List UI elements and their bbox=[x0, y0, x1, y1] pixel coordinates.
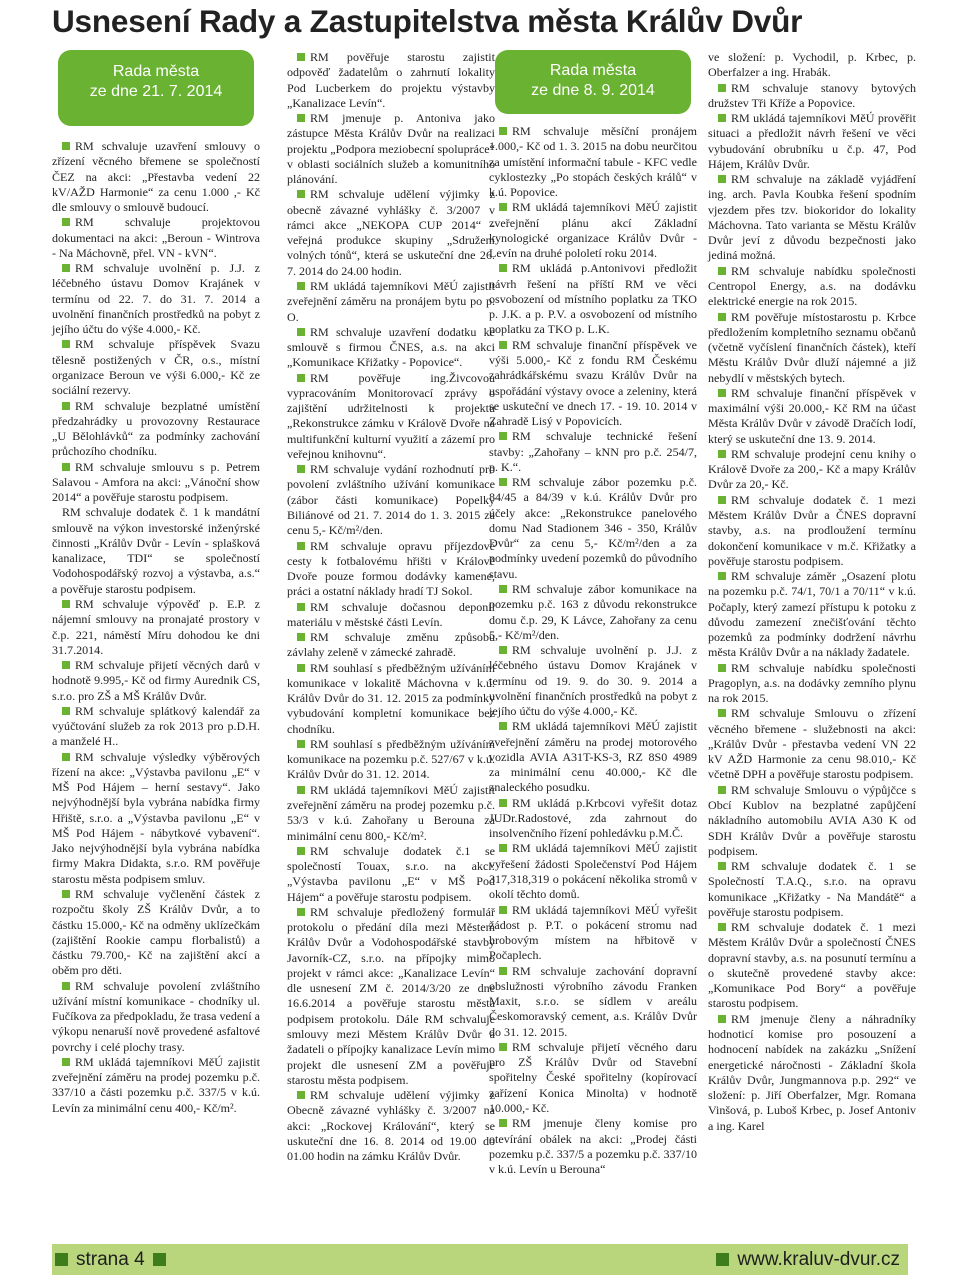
square-bullet-icon bbox=[718, 175, 726, 183]
square-bullet-icon bbox=[62, 402, 70, 410]
square-bullet-icon bbox=[499, 127, 507, 135]
resolution-paragraph bbox=[287, 661, 495, 737]
meeting-heading-line: Rada města bbox=[112, 63, 200, 80]
resolution-text: RM jmenuje členy komise pro otevírání obálek na akci: „Prodej části pozemku p.č. 337/5 a pozemku p.č. 337/10 v k.ú. Levín u Berouna“ bbox=[489, 1116, 697, 1177]
resolution-paragraph bbox=[287, 462, 495, 538]
square-bullet-icon bbox=[499, 1043, 507, 1051]
column-2 bbox=[287, 50, 495, 1164]
footer-page-label: strana 4 bbox=[76, 1249, 145, 1270]
resolution-text: RM schvaluje dočasnou deponii materiálu v městské části Levín. bbox=[287, 599, 495, 629]
resolution-text: RM schvaluje zachování dopravní obslužnosti výrobního závodu Franken Maxit, s.r.o. se sídlem v areálu Českomoravský cement, a.s. Králův Dvůr do 31. 12. 2015. bbox=[489, 963, 697, 1039]
resolution-paragraph bbox=[287, 1088, 495, 1164]
resolution-text: RM schvaluje povolení zvláštního užívání místní komunikace - chodníky ul. Fučíkova za předpokladu, že trasa vedení a výkopu nenaruší nově provedené asfaltové povrchy i celé plochy trasy. bbox=[52, 978, 260, 1054]
resolution-paragraph bbox=[489, 200, 697, 261]
square-bullet-icon bbox=[718, 786, 726, 794]
square-bullet-icon bbox=[297, 664, 305, 672]
resolution-text: RM pověřuje starostu zajistit odpověď žadatelům o zahrnutí lokality Pod Lucberkem do projektu výstavby „Kanalizace Levín“. bbox=[287, 50, 495, 110]
meeting-heading-box bbox=[58, 50, 254, 126]
square-bullet-icon bbox=[62, 600, 70, 608]
resolution-paragraph bbox=[52, 215, 260, 261]
resolution-text: RM schvaluje nabídku společnosti Pragoplyn, a.s. na dodávky zemního plynu na rok 2015. bbox=[708, 660, 916, 706]
square-bullet-icon bbox=[499, 722, 507, 730]
square-bullet-icon bbox=[297, 53, 305, 61]
square-bullet-icon bbox=[499, 646, 507, 654]
square-bullet-icon bbox=[62, 661, 70, 669]
resolution-paragraph bbox=[708, 706, 916, 782]
resolution-text: RM schvaluje dodatek č. 1 k mandátní smlouvě na výkon investorské inženýrské činnosti „Králův Dvůr - Levín - splašková kanalizace, TDI“ se společností Vodohospodářský rozvoj a výstavba, a.s.“ a pověřuje starostu podpisem. bbox=[52, 505, 260, 596]
resolution-text: RM ukládá tajemníkovi MěÚ zajistit zveřejnění plánu akcí Základní kynologické organizace Králův Dvůr - Levín na druhé pololetí roku 2014. bbox=[489, 200, 697, 261]
resolution-paragraph bbox=[287, 279, 495, 325]
resolution-paragraph bbox=[287, 737, 495, 783]
resolution-text: RM schvaluje bezplatné umístění předzahrádky u provozovny Restaurace „U Bělohlávků“ za podmínky zachování průchozího chodníku. bbox=[52, 398, 260, 459]
resolution-text: RM schvaluje zábor komunikace na pozemku p.č. 163 z důvodu rekonstrukce domu č.p. 29, K Lávce, Zahořany za cenu 5,- Kč/m²/den. bbox=[489, 581, 697, 642]
resolution-paragraph bbox=[489, 719, 697, 795]
resolution-paragraph bbox=[52, 399, 260, 460]
resolution-text: RM schvaluje Smlouvu o zřízení věcného břemene - služebnosti na akci: „Králův Dvůr - přestavba vedení VN 22 kV AŽD Harmonie za cenu 98.010,- Kč včetně DPH a pověřuje starostu podpisem. bbox=[708, 706, 916, 782]
resolution-text: RM schvaluje dodatek č. 1 mezi Městem Králův Dvůr a ČNES dopravní stavby, a.s. na prodloužení termínu dokončení komunikace v m.č. Křižatky a pověřuje starostu podpisem. bbox=[708, 492, 916, 568]
resolution-paragraph bbox=[287, 844, 495, 905]
resolution-text: RM schvaluje udělení výjimky z obecně závazné vyhlášky č. 3/2007 v rámci akce „NEKOPA CUP 2014“ - veřejná produkce skupiny „Sdružení volných tónů“, která se uskuteční dne 26. 7. 2014 do 24.00 hodin. bbox=[287, 187, 495, 278]
resolution-paragraph bbox=[489, 475, 697, 582]
resolution-text: RM schvaluje přijetí věcného daru pro ZŠ Králův Dvůr od Stavební spořitelny České spořitelny (kopírovací zařízení Konica Minolta) v hodnotě 10.000,- Kč. bbox=[489, 1039, 697, 1115]
resolution-text: RM schvaluje splátkový kalendář za vyúčtování služeb za rok 2013 pro p.D.H. a manželé H.. bbox=[52, 703, 260, 749]
footer-website-label: www.kraluv-dvur.cz bbox=[737, 1249, 900, 1270]
square-bullet-icon bbox=[718, 709, 726, 717]
resolution-paragraph bbox=[708, 264, 916, 310]
resolution-paragraph bbox=[708, 310, 916, 386]
resolution-paragraph bbox=[489, 796, 697, 842]
resolution-paragraph bbox=[708, 386, 916, 447]
square-bullet-icon bbox=[718, 1015, 726, 1023]
resolution-paragraph bbox=[708, 661, 916, 707]
resolution-text: RM ukládá tajemníkovi MěÚ zajistit zveřejnění záměru na prodej pozemku p.č. 53/3 v k.ú. Zahořany u Berouna za minimální cenu 800,- Kč/m². bbox=[287, 782, 495, 843]
square-bullet-icon bbox=[499, 432, 507, 440]
column-4 bbox=[708, 50, 916, 1134]
resolution-text: ve složení: p. Vychodil, p. Krbec, p. Oberfalzer a ing. Hrabák. bbox=[708, 50, 916, 80]
square-bullet-icon bbox=[297, 282, 305, 290]
meeting-heading-box bbox=[495, 50, 691, 114]
resolution-paragraph bbox=[489, 1040, 697, 1116]
square-bullet-icon bbox=[153, 1253, 166, 1266]
square-bullet-icon bbox=[55, 1253, 68, 1266]
resolution-text: RM ukládá tajemníkovi MěÚ zajistit zveřejnění záměru na prodej motorového vozidla AVIA A31T-KS-3, RZ 8S0 4989 za minimální cenu 40.000,- Kč dle znaleckého posudku. bbox=[489, 719, 697, 795]
resolution-text: RM ukládá tajemníkovi MěÚ prověřit situaci a předložit návrh řešení ve věci vybudování obrubníku u č.p. 47, Pod Hájem, Králův Dvůr. bbox=[708, 111, 916, 171]
resolution-paragraph bbox=[52, 750, 260, 887]
resolution-text: RM schvaluje nabídku společnosti Centropol Energy, a.s. na dodávku elektrické energie na rok 2015. bbox=[708, 263, 916, 309]
square-bullet-icon bbox=[718, 389, 726, 397]
resolution-text: RM schvaluje předložený formulář protokolu o předání díla mezi Městem Králův Dvůr a Vodohospodářské stavby Javorník-CZ, s.r.o. na přípojky mimo projekt v rámci akce: „Kanalizace Levín“ dle usnesení ZM č. 2014/3/20 ze dne 16.6.2014 a pověřuje starostu města podpisem protokolu. Dále RM schvaluje smlouvy mezi Městem Králův Dvůr a žadateli o přípojky kanalizace Levín mimo projekt dle usnesení ZM a pověřuje starostu města podpisem. bbox=[287, 904, 495, 1087]
resolution-paragraph bbox=[489, 1116, 697, 1177]
footer-website bbox=[716, 1244, 900, 1275]
resolution-text: RM schvaluje dodatek č. 1 se Společností T.A.Q., s.r.o. na opravu komunikace „Křižatky - Na Mandátě“ a pověřuje starostu podpisem. bbox=[708, 859, 916, 919]
resolution-paragraph bbox=[287, 600, 495, 631]
resolution-text: RM schvaluje finanční příspěvek ve výši 5.000,- Kč z fondu RM Českému zahrádkářskému svazu Králův Dvůr na uspořádání výstavy ovoce a zeleniny, která se uskuteční ve dnech 17. - 19. 10. 2014 v Zahradě Lisý v Popovicích. bbox=[489, 337, 697, 429]
resolution-paragraph bbox=[287, 783, 495, 844]
resolution-paragraph bbox=[708, 920, 916, 1012]
meeting-heading-line: Rada města bbox=[549, 62, 637, 79]
square-bullet-icon bbox=[297, 465, 305, 473]
resolution-text: RM schvaluje uvolnění p. J.J. z léčebného ústavu Domov Krajánek v termínu od 19. 9. do 30. 9. 2014 a uvolnění finančních prostředků na pobyt z jejího účtu do výše 4.000,- Kč. bbox=[489, 643, 697, 719]
square-bullet-icon bbox=[499, 585, 507, 593]
square-bullet-icon bbox=[718, 664, 726, 672]
square-bullet-icon bbox=[297, 542, 305, 550]
resolution-paragraph bbox=[287, 539, 495, 600]
resolution-text: RM ukládá p.Antonivovi předložit návrh řešení na příští RM ve věci osvobození od místního poplatku za TKO p. J.K. a p. P.V. a osvobození od místního poplatku za TKO p. L.K. bbox=[489, 261, 697, 337]
resolution-text: RM schvaluje Smlouvu o výpůjčce s Obcí Kublov na bezplatné zapůjčení nákladního automobilu AVIA A30 K od SDH Králův Dvůr a pověřuje starostu podpisem. bbox=[708, 782, 916, 858]
resolution-text: RM schvaluje záměr „Osazení plotu na pozemku p.č. 74/1, 70/1 a 70/11“ v k.ú. Počaply, který zamezí přístupu k potoku z důvodu zamezení znečišťování těchto pozemků za podmínky dodržení návrhu města Králův Dvůr a na náklady žadatele. bbox=[708, 569, 916, 660]
resolution-paragraph bbox=[52, 460, 260, 506]
square-bullet-icon bbox=[297, 1091, 305, 1099]
page-title: Usnesení Rady a Zastupitelstva města Králův Dvůr bbox=[52, 3, 803, 39]
square-bullet-icon bbox=[62, 1058, 70, 1066]
resolution-text: RM souhlasí s předběžným užíváním komunikace na pozemku p.č. 527/67 v k.ú. Králův Dvůr do 31. 12. 2014. bbox=[287, 736, 495, 782]
resolution-paragraph bbox=[489, 429, 697, 475]
square-bullet-icon bbox=[62, 463, 70, 471]
square-bullet-icon bbox=[499, 967, 507, 975]
square-bullet-icon bbox=[297, 633, 305, 641]
resolution-text: RM ukládá p.Krbcovi vyřešit dotaz JUDr.Radostové, zda zahrnout do insolvenčního řízení pohledávku p.M.Č. bbox=[489, 795, 697, 841]
resolution-paragraph bbox=[708, 493, 916, 569]
resolution-paragraph bbox=[287, 111, 495, 187]
square-bullet-icon bbox=[297, 847, 305, 855]
resolution-text: RM ukládá tajemníkovi MěÚ zajistit zveřejnění záměru na prodej pozemku p.č. 337/10 a části pozemku p.č. 337/5 v k.ú. Levín za minimální cenu 400,- Kč/m². bbox=[52, 1054, 260, 1115]
resolution-text: RM schvaluje uzavření smlouvy o zřízení věcného břemene se společností ČEZ na akci: „Přestavba vedení 22 kV/AŽD Harmonie“ za cenu 1.000 ,- Kč dle smlouvy o smlouvě budoucí. bbox=[52, 139, 260, 215]
square-bullet-icon bbox=[718, 496, 726, 504]
resolution-paragraph bbox=[287, 371, 495, 463]
square-bullet-icon bbox=[499, 264, 507, 272]
resolution-paragraph bbox=[489, 643, 697, 719]
resolution-paragraph bbox=[489, 903, 697, 964]
resolution-paragraph bbox=[489, 261, 697, 337]
resolution-text: RM schvaluje uzavření dodatku ke smlouvě s firmou ČNES, a.s. na akci „Komunikace Křižatky - Popovice“. bbox=[287, 324, 495, 370]
resolution-paragraph bbox=[489, 841, 697, 902]
resolution-text: RM ukládá tajemníkovi MěÚ vyřešit žádost p. P.T. o pokácení stromu nad hrobovým místem na hřbitově v Počaplech. bbox=[489, 902, 697, 963]
resolution-paragraph bbox=[287, 905, 495, 1088]
resolution-text: RM souhlasí s předběžným užíváním komunikace v lokalitě Máchovna v k.ú. Králův Dvůr do 31. 12. 2015 za podmínky vybudování kompletní komunikace bez chodníku. bbox=[287, 660, 495, 736]
resolution-paragraph bbox=[708, 1012, 916, 1134]
square-bullet-icon bbox=[297, 908, 305, 916]
square-bullet-icon bbox=[499, 906, 507, 914]
resolution-text: RM schvaluje vyčlenění částek z rozpočtu školy ZŠ Králův Dvůr, a to částku 15.000,- Kč na odměny uklízečkám (zajištění Rookie campu florbalistů) a částku 79.700,- Kč na zajištění akcí a oběm pro děti. bbox=[52, 887, 260, 978]
resolution-paragraph bbox=[287, 187, 495, 279]
resolution-paragraph bbox=[708, 50, 916, 81]
resolution-text: RM schvaluje změnu způsobu závlahy zeleně v zámecké zahradě. bbox=[287, 630, 495, 660]
resolution-paragraph bbox=[287, 50, 495, 111]
square-bullet-icon bbox=[62, 264, 70, 272]
resolution-paragraph bbox=[52, 261, 260, 337]
resolution-paragraph bbox=[52, 1055, 260, 1116]
square-bullet-icon bbox=[62, 982, 70, 990]
resolution-paragraph bbox=[52, 505, 260, 597]
resolution-text: RM schvaluje uvolnění p. J.J. z léčebného ústavu Domov Krajánek v termínu od 22. 7. do 31. 7. 2014 a uvolnění finančních prostředků na pobyt z jejího účtu do výše 4.000,- Kč. bbox=[52, 261, 260, 337]
square-bullet-icon bbox=[499, 478, 507, 486]
resolution-paragraph bbox=[708, 111, 916, 172]
resolution-text: RM schvaluje stanovy bytových družstev Tři Kříže a Popovice. bbox=[708, 80, 916, 110]
square-bullet-icon bbox=[718, 450, 726, 458]
resolution-text: RM schvaluje prodejní cenu knihy o Králově Dvoře za 200,- Kč a mapy Králův Dvůr za 20,- Kč. bbox=[708, 446, 916, 492]
square-bullet-icon bbox=[297, 740, 305, 748]
resolution-paragraph bbox=[489, 582, 697, 643]
resolution-paragraph bbox=[708, 859, 916, 920]
resolution-text: RM schvaluje projektovou dokumentaci na akci: „Beroun - Wintrova - Na Máchovně, přel. VN - kVN“. bbox=[52, 215, 260, 260]
column-1 bbox=[52, 50, 260, 1116]
resolution-paragraph bbox=[52, 658, 260, 704]
square-bullet-icon bbox=[718, 114, 726, 122]
resolution-text: RM schvaluje vydání rozhodnutí pro povolení zvláštního užívání komunikace (zábor části komunikace) Popelky Biliánové od 21. 7. 2014 do 1. 3. 2015 za cenu 5,- Kč/m²/den. bbox=[287, 462, 495, 538]
resolution-paragraph bbox=[708, 783, 916, 859]
resolution-text: RM schvaluje výpověď p. E.P. z nájemní smlouvy na pronajaté prostory v č.p. 221, náměstí Míru dohodou ke dni 31.7.2014. bbox=[52, 596, 260, 657]
square-bullet-icon bbox=[297, 114, 305, 122]
footer bbox=[52, 1244, 908, 1275]
resolution-text: RM schvaluje měsíční pronájem 1.000,- Kč od 1. 3. 2015 na dobu neurčitou za umístění informační tabule - KFC vedle cyklostezky „Po stopách českých králů“ v k.ú. Popovice. bbox=[489, 124, 697, 200]
square-bullet-icon bbox=[499, 203, 507, 211]
resolution-paragraph bbox=[52, 139, 260, 215]
square-bullet-icon bbox=[62, 340, 70, 348]
footer-page-number bbox=[55, 1244, 166, 1275]
square-bullet-icon bbox=[62, 890, 70, 898]
resolution-paragraph bbox=[52, 704, 260, 750]
resolution-paragraph bbox=[52, 979, 260, 1055]
resolution-text: RM schvaluje výsledky výběrových řízení na akce: „Výstavba pavilonu „E“ v MŠ Pod Hájem – herní sestavy“. Jako nejvýhodnější byla vybrána nabídka firmy Hřiště, s.r.o. a „Výstavba pavilonu „E“ v MŠ Pod Hájem - nábytkové vybavení“. Jako nejvýhodnější byla vybrána nabídka firmy Makra Didakta, s.r.o. RM pověřuje starostu města podpisem smluv. bbox=[52, 749, 260, 886]
meeting-heading-line: ze dne 8. 9. 2014 bbox=[531, 82, 655, 100]
resolution-text: RM schvaluje zábor pozemku p.č. 84/45 a 84/39 v k.ú. Králův Dvůr pro účely akce: „Rekonstrukce panelového domu Nad Stadionem 346 - 350, Králův Dvůr“ za cenu 5,- Kč/m²/den a za podmínky uvedení pozemků do původního stavu. bbox=[489, 475, 697, 581]
square-bullet-icon bbox=[718, 84, 726, 92]
square-bullet-icon bbox=[499, 799, 507, 807]
square-bullet-icon bbox=[718, 267, 726, 275]
square-bullet-icon bbox=[62, 707, 70, 715]
resolution-text: RM schvaluje dodatek č.1 se společností Touax, s.r.o. na akci: „Výstavba pavilonu „E“ v MŠ Pod Hájem“ a pověřuje starostu podpisem. bbox=[287, 843, 495, 904]
resolution-text: RM jmenuje členy a náhradníky hodnoticí komise pro posouzení a hodnocení nabídek na zakázku „Snížení energetické náročnosti - Základní škola Králův Dvůr, Jungmannova p.p. 292“ ve složení: p. Jiří Oberfalzer, Mgr. Romana Vinšová, p. Luboš Krbec, p. Josef Antoniv a ing. Karel bbox=[708, 1011, 916, 1133]
resolution-text: RM ukládá tajemníkovi MěÚ zajistit vyřešení žádosti Společenství Pod Hájem 317,318,319 o pokácení několika stromů v okolí těchto domů. bbox=[489, 841, 697, 902]
square-bullet-icon bbox=[62, 218, 70, 226]
resolution-paragraph bbox=[52, 337, 260, 398]
square-bullet-icon bbox=[297, 786, 305, 794]
square-bullet-icon bbox=[718, 862, 726, 870]
resolution-paragraph bbox=[708, 81, 916, 112]
resolution-paragraph bbox=[52, 887, 260, 979]
resolution-paragraph bbox=[708, 569, 916, 661]
resolution-text: RM ukládá tajemníkovi MěÚ zajistit zveřejnění záměru na pronájem bytu po p. O. bbox=[287, 278, 495, 324]
square-bullet-icon bbox=[718, 923, 726, 931]
resolution-text: RM schvaluje smlouvu s p. Petrem Salavou - Amfora na akci: „Vánoční show 2014“ a pověřuje starostu podpisem. bbox=[52, 459, 260, 505]
square-bullet-icon bbox=[62, 142, 70, 150]
resolution-text: RM schvaluje přijetí věcných darů v hodnotě 9.995,- Kč od firmy Aurednik CS, s.r.o. pro ZŠ a MŠ Králův Dvůr. bbox=[52, 658, 260, 703]
resolution-paragraph bbox=[52, 597, 260, 658]
resolution-paragraph bbox=[287, 630, 495, 661]
square-bullet-icon bbox=[297, 374, 305, 382]
resolution-text: RM schvaluje příspěvek Svazu tělesně postižených v ČR, o.s., místní organizace Beroun ve výši 6.000,- Kč ze sociální rezervy. bbox=[52, 337, 260, 398]
square-bullet-icon bbox=[297, 190, 305, 198]
square-bullet-icon bbox=[499, 844, 507, 852]
resolution-paragraph bbox=[489, 338, 697, 430]
resolution-text: RM jmenuje p. Antoniva jako zástupce Města Králův Dvůr na realizaci projektu „Podpora meziobecní spolupráce“ v oblasti sociálních služeb a komunitního plánování. bbox=[287, 111, 495, 187]
meeting-heading-line: ze dne 21. 7. 2014 bbox=[89, 83, 223, 101]
square-bullet-icon bbox=[499, 341, 507, 349]
resolution-text: RM schvaluje technické řešení stavby: „Zahořany – kNN pro p.č. 254/7, p. K.“. bbox=[489, 429, 697, 474]
resolution-paragraph bbox=[489, 124, 697, 200]
square-bullet-icon bbox=[297, 328, 305, 336]
resolution-paragraph bbox=[708, 172, 916, 264]
resolution-text: RM pověřuje místostarostu p. Krbce předložením kompletního seznamu občanů (včetně vyčíslení finančních částek), kteří Městu Králův Dvůr dluží nájemné a již nebydlí v městských bytech. bbox=[708, 309, 916, 385]
resolution-text: RM schvaluje udělení výjimky z Obecně závazné vyhlášky č. 3/2007 na akci: „Rockovej Králování“, který se uskuteční dne 16. 8. 2014 od 19.00 do 01.00 hodin na zámku Králův Dvůr. bbox=[287, 1088, 495, 1164]
resolution-paragraph bbox=[708, 447, 916, 493]
square-bullet-icon bbox=[297, 603, 305, 611]
resolution-text: RM schvaluje opravu příjezdové cesty k fotbalovému hřišti v Králově Dvoře pouze formou dodávky kamene, práci a ostatní náklady hradí TJ Sokol. bbox=[287, 538, 495, 599]
square-bullet-icon bbox=[718, 313, 726, 321]
square-bullet-icon bbox=[718, 572, 726, 580]
resolution-text: RM schvaluje finanční příspěvek v maximální výši 20.000,- Kč RM na účast Města Králův Dvůr v závodě Dračích lodí, který se uskuteční dne 13. 9. 2014. bbox=[708, 385, 916, 446]
resolution-text: RM schvaluje na základě vyjádření ing. arch. Pavla Koubka řešení spodním vjezdem přes tzv. biokoridor do lokality Máchovna. Tato varianta se Městu Králův Dvůr jeví z důvodu bezpečnosti jako jediná možná. bbox=[708, 172, 916, 263]
column-3 bbox=[489, 50, 697, 1177]
resolution-text: RM schvaluje dodatek č. 1 mezi Městem Králův Dvůr a společností ČNES dopravní stavby, a.s. na posunutí termínu a o skutečně provedené stavby akce: „Komunikace Pod Bory“ a pověřuje starostu podpisem. bbox=[708, 920, 916, 1011]
square-bullet-icon bbox=[62, 753, 70, 761]
square-bullet-icon bbox=[499, 1119, 507, 1127]
resolution-text: RM pověřuje ing.Živcovou vypracováním Monitorovací zprávy o zajištění udržitelnosti k projektu „Rekonstrukce zámku v Králově Dvoře na multifunkční kulturní využití a zázemí pro veřejnou knihovnu“. bbox=[287, 370, 495, 461]
resolution-paragraph bbox=[489, 964, 697, 1040]
resolution-paragraph bbox=[287, 325, 495, 371]
square-bullet-icon bbox=[716, 1253, 729, 1266]
